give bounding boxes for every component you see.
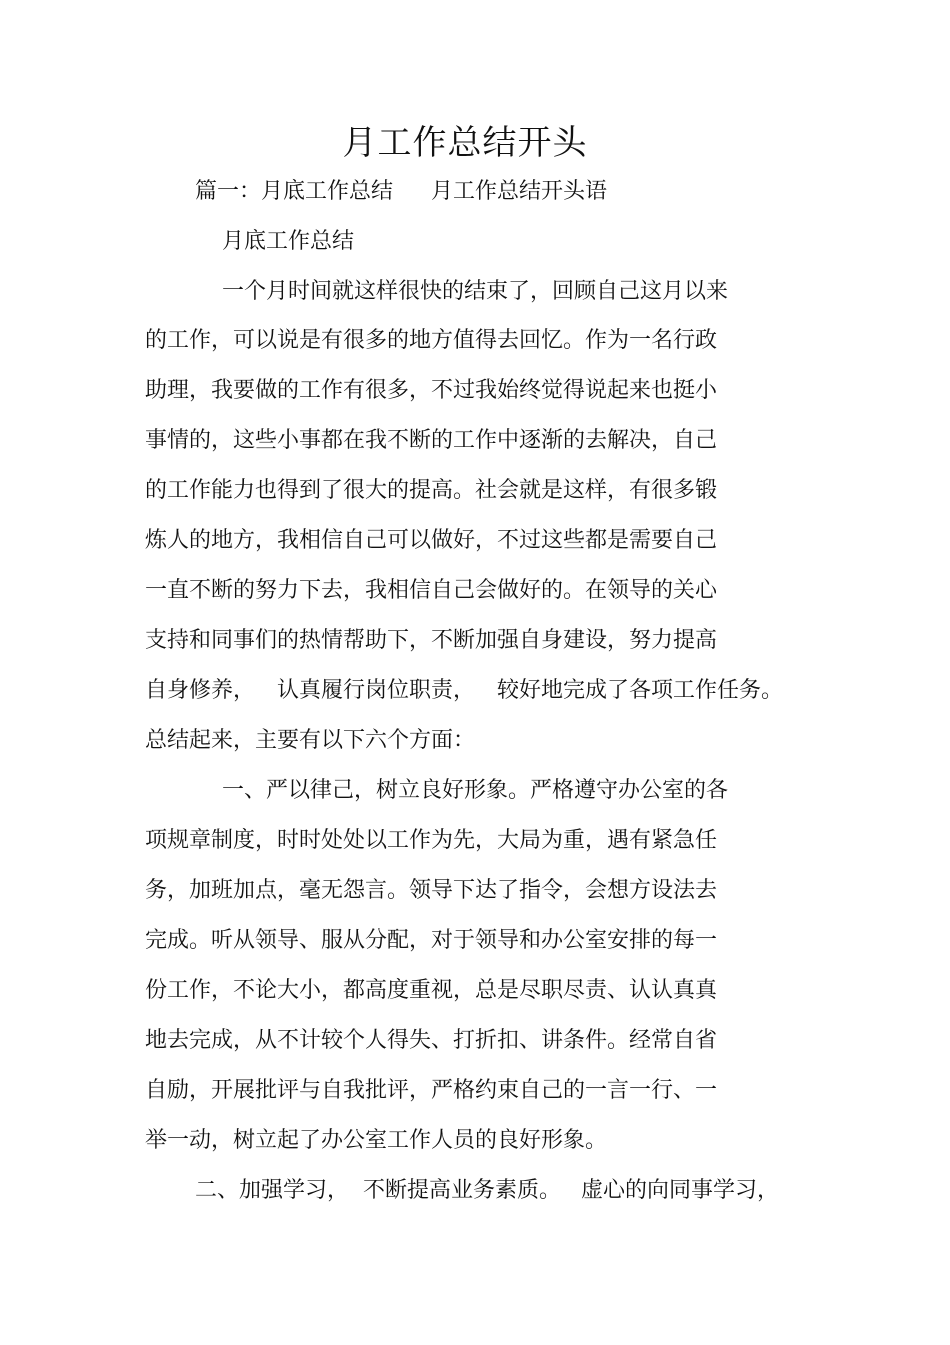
paragraph-line [145,676,783,706]
subtitle-part-2: 月工作总结开头语 [431,179,608,204]
subtitle-line [195,177,607,207]
paragraph-line: 的工作，可以说是有很多的地方值得去回忆。作为一名行政 [145,328,718,353]
paragraph-line [195,1176,779,1206]
subtitle-part-1: 篇一：月底工作总结 [195,179,394,204]
paragraph-line: 一、严以律己，树立良好形象。严格遵守办公室的各 [222,778,729,803]
paragraph-line: 事情的，这些小事都在我不断的工作中逐渐的去解决，自己 [145,428,718,453]
paragraph-line: 地去完成，从不计较个人得失、打折扣、讲条件。经常自省 [145,1028,718,1053]
line-segment: 不断提高业务素质。 [363,1178,562,1203]
paragraph-line: 务，加班加点，毫无怨言。领导下达了指令，会想方设法去 [145,878,718,903]
line-segment: 较好地完成了各项工作任务。 [497,678,784,703]
paragraph-line: 举一动，树立起了办公室工作人员的良好形象。 [145,1128,608,1153]
line-segment: 虚心的向同事学习， [581,1178,780,1203]
paragraph-line: 炼人的地方，我相信自己可以做好，不过这些都是需要自己 [145,528,718,553]
paragraph-line: 完成。听从领导、服从分配，对于领导和办公室安排的每一 [145,928,718,953]
paragraph-line: 总结起来，主要有以下六个方面： [145,728,476,753]
paragraph-line: 助理，我要做的工作有很多，不过我始终觉得说起来也挺小 [145,378,718,403]
paragraph-line: 自励，开展批评与自我批评，严格约束自己的一言一行、一 [145,1078,718,1103]
paragraph-line: 份工作，不论大小，都高度重视，总是尽职尽责、认认真真 [145,978,718,1003]
paragraph-line: 的工作能力也得到了很大的提高。社会就是这样，有很多锻 [145,478,718,503]
paragraph-line: 一直不断的努力下去，我相信自己会做好的。在领导的关心 [145,578,718,603]
line-segment: 认真履行岗位职责， [277,678,476,703]
paragraph-line: 支持和同事们的热情帮助下，不断加强自身建设，努力提高 [145,628,718,653]
line-segment: 二、加强学习， [195,1178,350,1203]
section-heading: 月底工作总结 [222,229,355,254]
line-segment: 自身修养， [145,678,256,703]
document-title: 月工作总结开头 [342,123,588,163]
paragraph-line: 项规章制度，时时处处以工作为先，大局为重，遇有紧急任 [145,828,718,853]
paragraph-line: 一个月时间就这样很快的结束了，回顾自己这月以来 [222,279,729,304]
